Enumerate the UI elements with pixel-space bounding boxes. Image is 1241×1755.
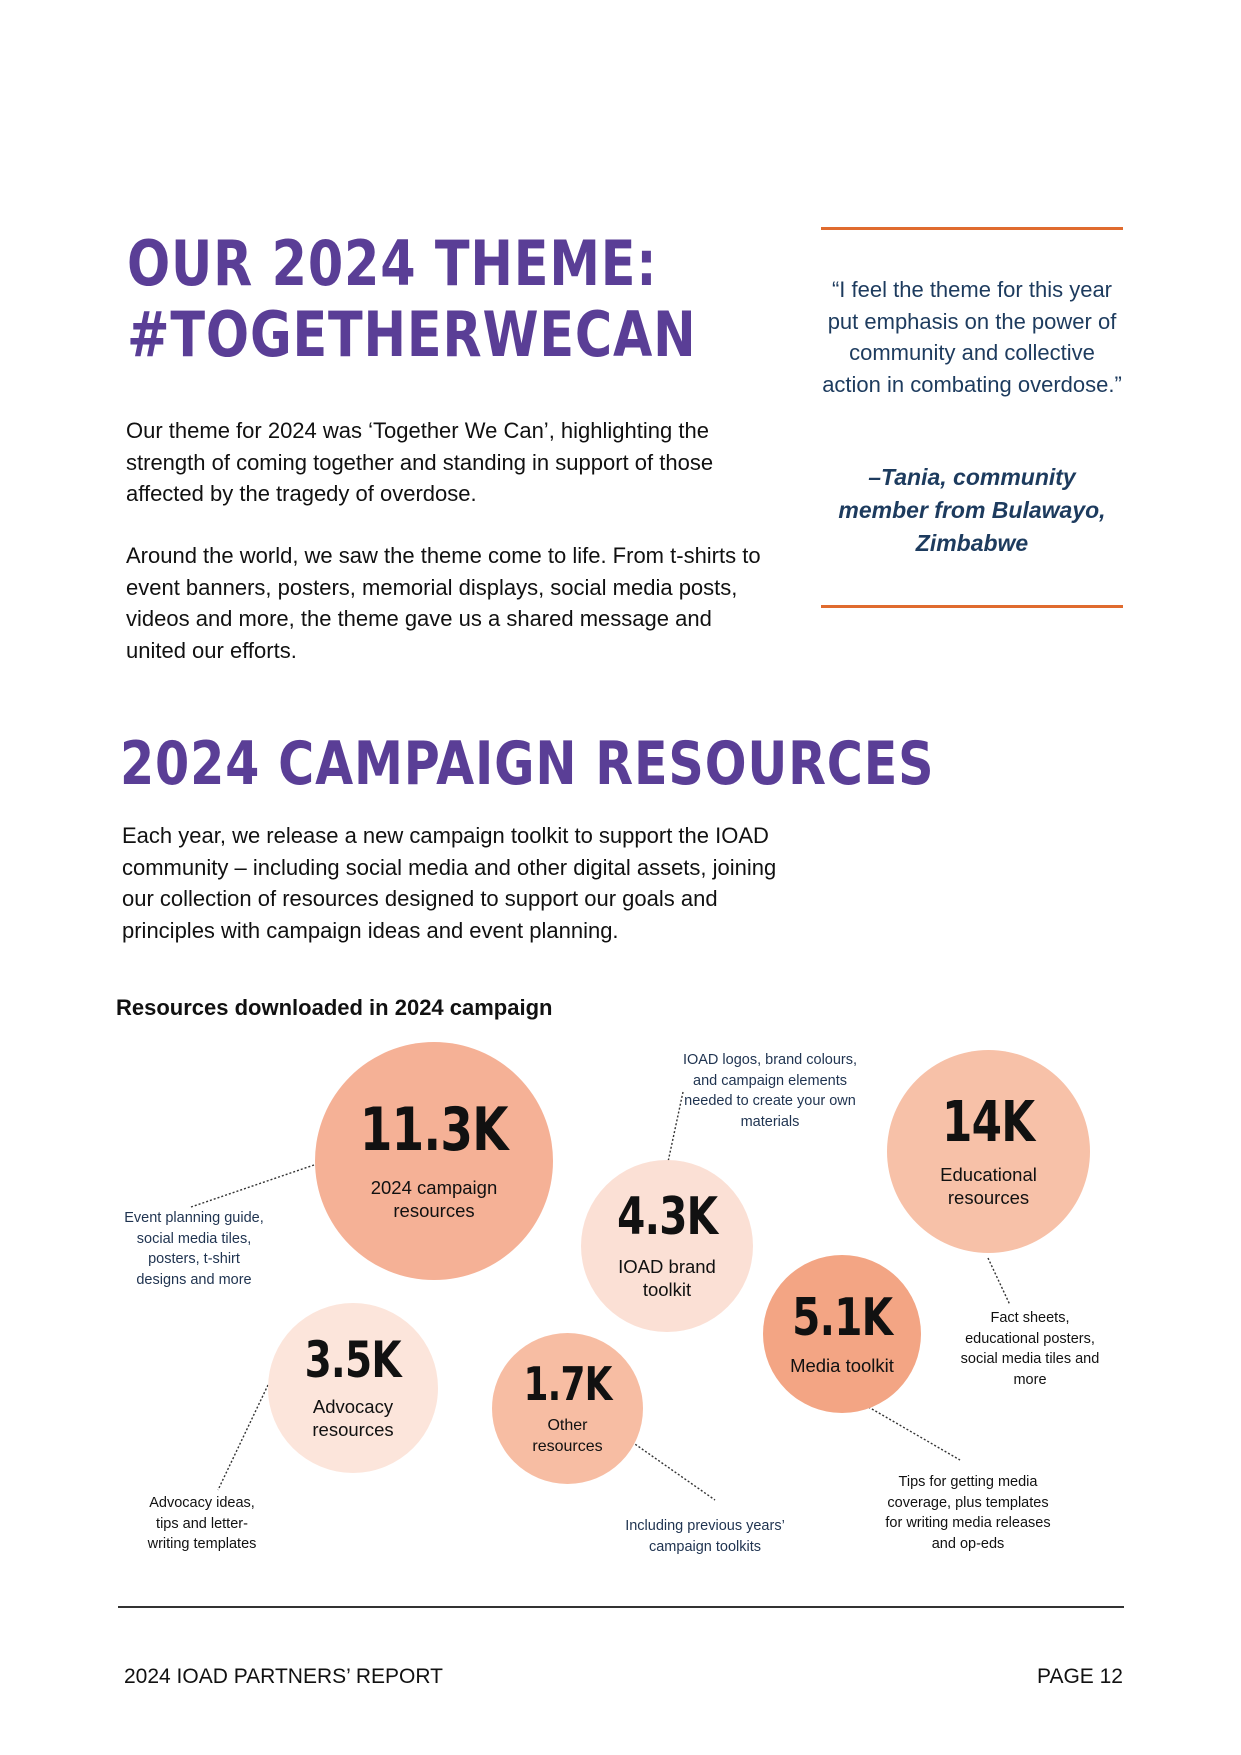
quote-text: “I feel the theme for this year put emphasis on the power of community and collective action in combating overdose.” xyxy=(822,277,1122,397)
footer-page-number: PAGE 12 xyxy=(1037,1665,1123,1688)
note-advocacy: Advocacy ideas, tips and letter-writing templates xyxy=(147,1495,257,1552)
leader-line-other xyxy=(632,1442,715,1500)
leader-line-media xyxy=(865,1405,960,1460)
note-other: Including previous years’ campaign toolkits xyxy=(625,1518,785,1555)
bubble-label-educational: Educational resources xyxy=(940,1163,1037,1208)
bubble-value-media: 5.1K xyxy=(791,1287,893,1348)
theme-heading-line1: OUR 2024 THEME: xyxy=(127,227,658,300)
bubble-media-toolkit xyxy=(763,1255,921,1413)
chart-title: Resources downloaded in 2024 campaign xyxy=(116,995,553,1020)
bubble-value-campaign: 11.3K xyxy=(360,1095,508,1165)
quote-attribution: –Tania, community member from Bulawayo, Zimbabwe xyxy=(838,464,1106,556)
bubble-other-resources xyxy=(492,1333,643,1484)
bubble-label-advocacy: Advocacy resources xyxy=(312,1396,394,1440)
note-campaign: Event planning guide, social media tiles, posters, t-shirt designs and more xyxy=(124,1210,264,1288)
resources-heading: 2024 CAMPAIGN RESOURCES xyxy=(120,729,935,799)
note-media: Tips for getting media coverage, plus templates for writing media releases and op-eds xyxy=(885,1474,1051,1552)
theme-paragraph-1: Our theme for 2024 was ‘Together We Can’, highlighting the strength of coming together and standing in support of those affected by the tragedy of overdose. xyxy=(126,418,714,506)
bubble-educational-resources xyxy=(887,1050,1090,1253)
bubble-label-brand: IOAD brand toolkit xyxy=(618,1256,716,1300)
theme-heading xyxy=(127,228,697,371)
note-brand: IOAD logos, brand colours, and campaign elements needed to create your own materials xyxy=(682,1052,858,1130)
footer-rule xyxy=(118,1606,1124,1608)
quote-top-rule xyxy=(821,227,1123,230)
note-educational: Fact sheets, educational posters, social media tiles and more xyxy=(960,1310,1100,1388)
leader-line-campaign xyxy=(191,1165,314,1207)
theme-heading-line2: #TOGETHERWECAN xyxy=(127,298,697,372)
bubble-campaign-resources xyxy=(315,1042,553,1280)
bubble-value-educational: 14K xyxy=(942,1089,1035,1155)
quote-bottom-rule xyxy=(821,605,1123,608)
leader-line-educational xyxy=(988,1258,1010,1305)
bubble-label-other: Other resources xyxy=(532,1416,603,1455)
theme-paragraph-2: Around the world, we saw the theme come to life. From t-shirts to event banners, posters, memorial displays, social media posts, videos and more, the theme gave us a shared message and united our efforts. xyxy=(126,543,761,663)
bubble-value-other: 1.7K xyxy=(523,1356,612,1411)
bubble-brand-toolkit xyxy=(581,1160,753,1332)
leader-line-advocacy xyxy=(218,1385,268,1490)
bubble-advocacy-resources xyxy=(268,1303,438,1473)
bubble-value-brand: 4.3K xyxy=(616,1187,718,1247)
resources-paragraph: Each year, we release a new campaign toolkit to support the IOAD community – including social media and other digital assets, joining our collection of resources designed to support our goals and principles with campaign ideas and event planning. xyxy=(122,823,777,943)
bubble-label-campaign: 2024 campaign resources xyxy=(370,1177,498,1221)
bubble-label-media: Media toolkit xyxy=(790,1354,894,1376)
footer-report-title: 2024 IOAD PARTNERS’ REPORT xyxy=(124,1665,443,1688)
bubble-value-advocacy: 3.5K xyxy=(304,1331,402,1389)
